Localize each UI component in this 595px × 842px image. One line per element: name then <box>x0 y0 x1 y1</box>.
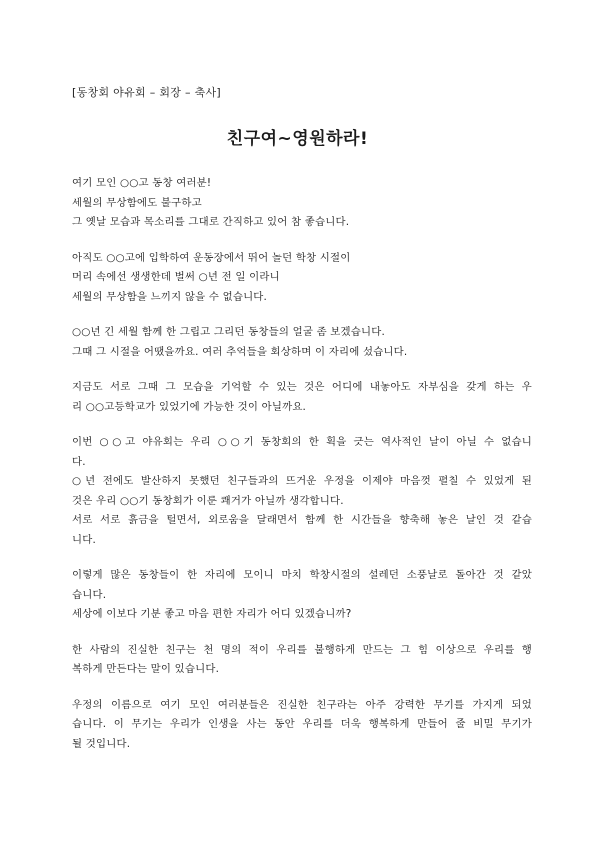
paragraph-line: 습니다. 이 무기는 우리가 인생을 사는 동안 우리를 더욱 행복하게 만들어 줄 비밀 무기가 <box>72 718 532 730</box>
paragraph <box>72 174 532 233</box>
paragraph-line: 세상에 이보다 기분 좋고 마음 편한 자리가 어디 있겠습니까? <box>72 608 352 620</box>
paragraph <box>72 378 532 417</box>
paragraph-line: ○○년 긴 세월 함께 한 그립고 그리던 동창들의 얼굴 좀 보겠습니다. <box>72 326 385 338</box>
paragraph-line: 리 ○○고등학교가 있었기에 가능한 것이 아닐까요. <box>72 400 307 413</box>
paragraph-line: 세월의 무상함에도 불구하고 <box>72 196 202 209</box>
paragraph-line: 이번 ○○고 야유회는 우리 ○○기 동창회의 한 획을 긋는 역사적인 날이 아닐 수 없습니 <box>72 436 532 448</box>
paragraph-line: 그때 그 시절을 어땠을까요. 여러 추억들을 회상하며 이 자리에 섰습니다. <box>72 345 408 358</box>
document-title: 친구여~영원하라! <box>226 129 369 149</box>
paragraph-line: ○년 전에도 발산하지 못했던 친구들과의 뜨거운 우정을 이제야 마음껏 펼칠 수 있었게 된 <box>72 475 532 487</box>
paragraph-line: 지금도 서로 그때 그 모습을 기억할 수 있는 것은 어디에 내놓아도 자부심을 갖게 하는 우 <box>72 381 532 393</box>
paragraph <box>72 696 532 755</box>
paragraph-line: 우정의 이름으로 여기 모인 여러분들은 진실한 친구라는 아주 강력한 무기를 가지게 되었 <box>72 698 532 711</box>
paragraph-line: 그 옛날 모습과 목소리를 그대로 간직하고 있어 참 좋습니다. <box>72 216 350 228</box>
paragraph <box>72 641 532 680</box>
paragraph-line: 될 것입니다. <box>72 737 131 750</box>
paragraph-line: 것은 우리 ○○기 동창회가 이룬 쾌거가 아닐까 생각합니다. <box>72 494 344 507</box>
paragraph <box>72 433 532 550</box>
paragraph-line: 복하게 만든다는 말이 있습니다. <box>72 663 220 675</box>
paragraph <box>72 323 532 362</box>
paragraph-line: 세월의 무상함을 느끼지 않을 수 없습니다. <box>72 290 268 303</box>
document-header: [동창회 야유회 – 회장 – 축사] <box>72 86 222 99</box>
paragraph-line: 습니다. <box>72 588 107 601</box>
document-body <box>72 174 532 770</box>
paragraph-line: 머리 속에선 생생한데 벌써 ○년 전 일 이라니 <box>72 271 280 283</box>
paragraph-line: 다. <box>72 455 86 468</box>
paragraph-line: 여기 모인 ○○고 동창 여러분! <box>72 177 212 189</box>
paragraph-line: 이렇게 많은 동창들이 한 자리에 모이니 마치 학창시절의 설레던 소풍날로 돌아간 것 같았 <box>72 569 532 581</box>
paragraph-line: 니다. <box>72 533 96 546</box>
paragraph-line: 아직도 ○○고에 입학하여 운동장에서 뛰어 놀던 학창 시절이 <box>72 251 351 264</box>
paragraph-line: 서로 서로 흙금을 털면서, 외로움을 달래면서 함께 한 시간들을 향축해 놓은 날인 것 같습 <box>72 514 532 526</box>
paragraph <box>72 249 532 308</box>
paragraph <box>72 566 532 625</box>
paragraph-line: 한 사람의 진실한 친구는 천 명의 적이 우리를 불행하게 만드는 그 힘 이상으로 우리를 행 <box>72 643 532 656</box>
